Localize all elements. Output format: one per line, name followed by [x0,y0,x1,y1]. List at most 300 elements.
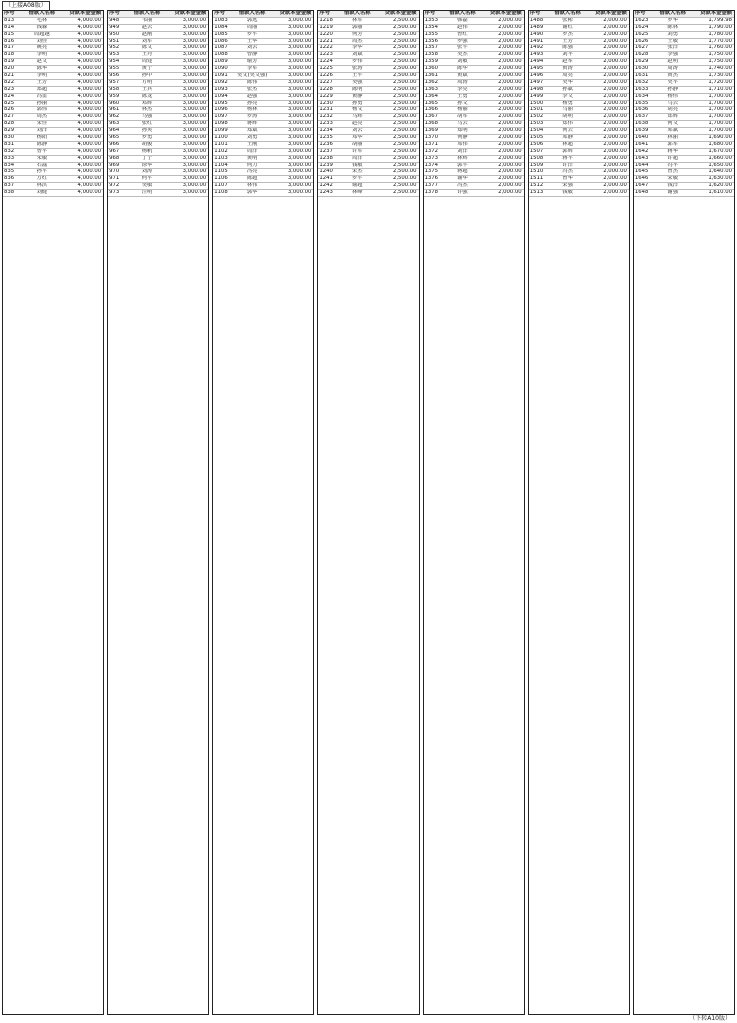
table-row [318,169,418,176]
loan-principal-cell: 3,000.00 [287,148,312,154]
loan-principal-cell: 3,000.00 [287,86,312,92]
borrower-name-cell: 林丽 [667,135,679,141]
loan-principal-cell: 3,000.00 [182,190,207,196]
borrower-name-cell: 陈华 [457,66,468,72]
loan-principal-cell: 1,730.00 [708,73,732,79]
loan-principal-cell: 1,700.00 [708,121,732,127]
borrower-name-cell: 冯杰 [457,183,468,189]
table-row [529,94,629,101]
borrower-name-cell: 郑伟 [562,121,573,127]
borrower-name-cell: 邓伟 [457,141,468,147]
borrower-name-cell: 孙亮 [246,100,258,106]
loan-principal-cell: 2,000.00 [603,128,627,134]
table-row [634,128,734,135]
loan-principal-cell: 1,690.00 [708,135,732,141]
serial-number-cell: 820 [4,66,15,72]
serial-number-cell: 1089 [214,59,228,65]
borrower-name-cell: 赵强 [246,93,258,99]
table-row [213,142,313,149]
loan-principal-cell: 2,000.00 [603,169,627,175]
loan-principal-cell: 4,000.00 [77,128,102,134]
borrower-name-cell: 李亮 [457,86,468,92]
table-row [108,87,208,94]
loan-principal-cell: 3,000.00 [182,93,207,99]
serial-number-cell: 969 [109,162,120,168]
serial-number-cell: 1625 [634,31,649,37]
loan-principal-cell: 2,000.00 [498,135,522,141]
borrower-name-cell: 周丽 [246,24,258,30]
serial-number-cell: 1373 [424,155,439,161]
loan-principal-cell: 1,700.00 [708,107,732,113]
borrower-name-cell: 朱敏 [36,155,48,161]
header-cell: 序号 [4,11,15,16]
table-row [108,121,208,128]
loan-principal-cell: 4,000.00 [77,86,102,92]
table-row [108,149,208,156]
table-row [3,39,103,46]
loan-principal-cell: 4,000.00 [77,183,102,189]
table-row [318,73,418,80]
table-row [529,52,629,59]
loan-principal-cell: 3,000.00 [287,183,312,189]
loan-principal-cell: 2,500.00 [392,86,417,92]
loan-principal-cell: 3,000.00 [287,135,312,141]
serial-number-cell: 1504 [529,128,544,134]
loan-principal-cell: 2,000.00 [603,148,627,154]
borrower-name-cell: 郑明 [457,128,468,134]
serial-number-cell: 832 [4,148,15,154]
borrower-name-cell: 王华 [246,38,258,44]
loan-principal-cell: 2,500.00 [392,59,417,65]
loan-principal-cell: 1,630.00 [708,176,732,182]
loan-principal-cell: 2,000.00 [498,79,522,85]
serial-number-cell: 1237 [319,148,333,154]
table-row [3,32,103,39]
serial-number-cell: 1377 [424,183,439,189]
borrower-name-cell: 宋强 [562,183,573,189]
loan-principal-cell: 1,680.00 [708,141,732,147]
header-cell: 借款人名称 [449,11,476,16]
loan-principal-cell: 2,000.00 [603,183,627,189]
serial-number-cell: 1102 [214,148,228,154]
borrower-name-cell: 孙文 [457,100,468,106]
serial-number-cell: 1238 [319,155,333,161]
table-row [318,94,418,101]
serial-number-cell: 1500 [529,100,544,106]
table-row [634,163,734,170]
serial-number-cell: 1240 [319,169,333,175]
borrower-name-cell: 蒋超 [457,169,468,175]
loan-principal-cell: 4,000.00 [77,17,102,23]
borrower-name-cell: 周杰 [36,114,48,120]
table-row [108,73,208,80]
loan-principal-cell: 2,000.00 [498,128,522,134]
loan-principal-cell: 2,000.00 [603,162,627,168]
serial-number-cell: 1630 [634,66,649,72]
loan-principal-cell: 3,000.00 [182,128,207,134]
table-row [3,135,103,142]
borrower-name-cell: 刘云 [246,45,258,51]
header-cell: 序号 [109,11,120,16]
table-row [213,87,313,94]
serial-number-cell: 827 [4,114,15,120]
loan-principal-cell: 2,000.00 [498,176,522,182]
loan-principal-cell: 2,000.00 [498,162,522,168]
loan-principal-cell: 3,000.00 [287,93,312,99]
serial-number-cell: 1220 [319,31,333,37]
column-header-row [529,11,629,18]
borrower-name-cell: 郑辉 [667,114,679,120]
serial-number-cell: 1367 [424,114,439,120]
serial-number-cell: 1648 [634,190,649,196]
table-row [634,169,734,176]
loan-principal-cell: 2,500.00 [392,45,417,51]
table-row [213,156,313,163]
borrower-name-cell: 邓华 [351,135,363,141]
serial-number-cell: 1091 [214,73,228,79]
loan-principal-cell: 3,000.00 [287,114,312,120]
table-row [529,163,629,170]
loan-principal-cell: 3,000.00 [182,73,207,79]
serial-number-cell: 1084 [214,24,228,30]
serial-number-cell: 1364 [424,93,439,99]
loan-principal-cell: 4,000.00 [77,114,102,120]
borrower-name-cell: 谢华 [457,176,468,182]
table-row [424,73,524,80]
serial-number-cell: 818 [4,52,15,58]
loan-principal-cell: 2,500.00 [392,52,417,58]
serial-number-cell: 1631 [634,73,649,79]
borrower-name-cell: 李军 [246,66,258,72]
table-row [634,94,734,101]
loan-principal-cell: 3,000.00 [182,141,207,147]
bottom-continuation-note: （下转A10版） [689,1015,731,1022]
table-row [213,128,313,135]
header-cell: 贷款本金金额 [69,11,102,16]
serial-number-cell: 828 [4,121,15,127]
table-row [108,107,208,114]
serial-number-cell: 1355 [424,31,439,37]
loan-principal-cell: 2,500.00 [392,107,417,113]
table-row [213,18,313,25]
borrower-name-cell: 李文 [562,93,573,99]
loan-principal-cell: 2,000.00 [498,45,522,51]
borrower-name-cell: 周洋 [351,155,363,161]
borrower-name-cell: 李明 [36,52,48,58]
loan-principal-cell: 1,670.00 [708,148,732,154]
table-row [634,66,734,73]
table-row [3,183,103,190]
table-row [108,80,208,87]
loan-principal-cell: 1,700.00 [708,114,732,120]
serial-number-cell: 837 [4,183,15,189]
loan-principal-cell: 3,000.00 [287,45,312,51]
borrower-name-cell: 王芳 [36,79,48,85]
loan-principal-cell: 2,000.00 [498,17,522,23]
loan-principal-cell: 2,000.00 [498,100,522,106]
borrower-name-cell: 何力 [246,162,258,168]
serial-number-cell: 1626 [634,38,649,44]
borrower-name-cell: 黄静 [351,93,363,99]
loan-principal-cell: 2,000.00 [603,31,627,37]
loan-principal-cell: 2,500.00 [392,190,417,196]
table-row [108,190,208,197]
table-row [108,169,208,176]
table-row [424,45,524,52]
borrower-name-cell: 林军 [351,17,363,23]
loan-principal-cell: 2,500.00 [392,169,417,175]
borrower-name-cell: 胡明 [562,114,573,120]
borrower-name-cell: 韩磊 [457,17,468,23]
borrower-name-cell: 周杰 [351,38,363,44]
table-row [213,66,313,73]
borrower-name-cell: 吴华 [562,79,573,85]
loan-principal-cell: 1,799.98 [708,17,732,23]
table-row [3,156,103,163]
table-row [318,176,418,183]
header-cell: 序号 [424,11,436,16]
loan-principal-cell: 1,750.00 [708,52,732,58]
serial-number-cell: 1494 [529,59,544,65]
loan-principal-cell: 1,790.00 [708,24,732,30]
serial-number-cell: 1495 [529,66,544,72]
borrower-name-cell: 陈文 [141,45,153,51]
table-row [424,169,524,176]
borrower-name-cell: 谢芳 [246,59,258,65]
loan-principal-cell: 4,000.00 [77,107,102,113]
serial-number-cell: 1498 [529,86,544,92]
loan-principal-cell: 2,000.00 [498,38,522,44]
borrower-name-cell: 冯雷 [36,93,48,99]
serial-number-cell: 1219 [319,24,333,30]
serial-number-cell: 1378 [424,190,439,196]
loan-principal-cell: 3,000.00 [287,169,312,175]
loan-principal-cell: 4,000.00 [77,141,102,147]
table-row [318,52,418,59]
borrower-name-cell: 许军 [351,148,363,154]
table-row [529,114,629,121]
table-row [424,59,524,66]
borrower-name-cell: 赵军 [562,59,573,65]
loan-principal-cell: 2,000.00 [603,79,627,85]
serial-number-cell: 1361 [424,73,439,79]
borrower-name-cell: 李强 [667,52,679,58]
serial-number-cell: 1225 [319,66,333,72]
borrower-name-cell: 徐华 [141,162,153,168]
table-row [213,169,313,176]
borrower-name-cell: 姚亮 [36,45,48,51]
table-row [213,59,313,66]
table-row [213,121,313,128]
table-row [318,114,418,121]
table-row [318,18,418,25]
loan-principal-cell: 2,000.00 [498,114,522,120]
loan-principal-cell: 1,720.00 [708,79,732,85]
serial-number-cell: 1627 [634,45,649,51]
loan-principal-cell: 1,610.00 [708,190,732,196]
loan-principal-cell: 2,500.00 [392,93,417,99]
loan-principal-cell: 3,000.00 [287,17,312,23]
table-row [213,149,313,156]
serial-number-cell: 1633 [634,86,649,92]
loan-principal-cell: 4,000.00 [77,169,102,175]
borrower-name-cell: 钱敏 [351,162,363,168]
table-row [3,45,103,52]
serial-number-cell: 1491 [529,38,544,44]
serial-number-cell: 1366 [424,107,439,113]
serial-number-cell: 1107 [214,183,228,189]
loan-principal-cell: 2,500.00 [392,121,417,127]
borrower-name-cell: 周涛 [457,79,468,85]
table-row [529,80,629,87]
borrower-name-cell: 何芳 [351,31,363,37]
table-row [634,73,734,80]
table-row [318,66,418,73]
loan-principal-cell: 3,000.00 [287,107,312,113]
loan-principal-cell: 4,000.00 [77,59,102,65]
loan-principal-cell: 1,660.00 [708,155,732,161]
serial-number-cell: 953 [109,52,120,58]
borrower-name-cell: 刘洋 [36,128,48,134]
borrower-name-cell: 周超越 [33,31,50,37]
borrower-name-cell: 陈龙 [141,93,153,99]
serial-number-cell: 1223 [319,52,333,58]
borrower-name-cell: 方明 [141,79,153,85]
borrower-name-cell: 何平 [141,176,153,182]
borrower-name-cell: 孙斌 [562,86,573,92]
table-row [634,114,734,121]
table-row [213,114,313,121]
loan-principal-cell: 4,000.00 [77,24,102,30]
table-row [108,128,208,135]
table-row [529,190,629,197]
serial-number-cell: 835 [4,169,15,175]
table-row [3,25,103,32]
header-cell: 贷款本金金额 [700,11,732,16]
table-row [634,18,734,25]
loan-principal-cell: 3,000.00 [182,79,207,85]
loan-principal-cell: 4,000.00 [77,148,102,154]
borrower-name-cell: 石磊 [36,162,48,168]
loan-principal-cell: 1,770.00 [708,38,732,44]
table-column [633,10,735,1015]
borrower-name-cell: 何云 [562,128,573,134]
serial-number-cell: 823 [4,86,15,92]
serial-number-cell: 1628 [634,52,649,58]
loan-principal-cell: 3,000.00 [287,24,312,30]
header-cell: 贷款本金金额 [489,11,522,16]
loan-principal-cell: 3,000.00 [287,100,312,106]
loan-principal-cell: 1,640.00 [708,169,732,175]
serial-number-cell: 1629 [634,59,649,65]
serial-number-cell: 1108 [214,190,228,196]
serial-number-cell: 826 [4,107,15,113]
loan-principal-cell: 3,000.00 [182,107,207,113]
loan-principal-cell: 3,000.00 [182,24,207,30]
serial-number-cell: 1503 [529,121,544,127]
loan-principal-cell: 2,500.00 [392,155,417,161]
loan-principal-cell: 4,000.00 [77,121,102,127]
serial-number-cell: 819 [4,59,15,65]
serial-number-cell: 1369 [424,128,439,134]
table-row [108,156,208,163]
serial-number-cell: 1623 [634,17,649,23]
table-row [318,39,418,46]
loan-principal-cell: 3,000.00 [182,162,207,168]
table-row [3,128,103,135]
loan-principal-cell: 2,000.00 [603,121,627,127]
loan-principal-cell: 3,000.00 [182,176,207,182]
table-row [318,183,418,190]
borrower-name-cell: 钱洋 [667,183,679,189]
loan-principal-cell: 4,000.00 [77,176,102,182]
loan-principal-cell: 2,000.00 [603,38,627,44]
borrower-name-cell: 宋敏 [667,176,679,182]
borrower-name-cell: 刘洋 [457,148,468,154]
borrower-name-cell: 郑超 [36,86,48,92]
borrower-name-cell: 钱森 [36,24,48,30]
table-row [108,39,208,46]
serial-number-cell: 959 [109,93,120,99]
loan-principal-cell: 3,000.00 [182,45,207,51]
serial-number-cell: 966 [109,141,120,147]
borrower-name-cell: 陈强 [562,45,573,51]
table-row [213,45,313,52]
table-row [213,135,313,142]
serial-number-cell: 831 [4,141,15,147]
table-row [634,39,734,46]
borrower-name-cell: 陈伟 [246,79,258,85]
table-row [108,183,208,190]
borrower-name-cell: 王刚 [246,141,258,147]
borrower-name-cell: 黄涛 [562,66,573,72]
borrower-name-cell: 韦丽 [141,17,153,23]
borrower-name-cell: 马云 [457,121,468,127]
borrower-name-cell: 汪明 [141,190,153,196]
borrower-name-cell: 刘军 [141,38,153,44]
loan-principal-cell: 4,000.00 [77,93,102,99]
loan-principal-cell: 3,000.00 [287,38,312,44]
serial-number-cell: 833 [4,155,15,161]
borrower-name-cell: 刘佳 [36,38,48,44]
serial-number-cell: 1100 [214,135,228,141]
column-header-row [3,11,103,18]
table-row [634,101,734,108]
borrower-name-cell: 周建 [141,59,153,65]
serial-number-cell: 834 [4,162,15,168]
serial-number-cell: 1085 [214,31,228,37]
serial-number-cell: 1496 [529,73,544,79]
table-row [213,101,313,108]
borrower-name-cell: 赵伟 [457,24,468,30]
loan-principal-cell: 4,000.00 [77,73,102,79]
table-row [108,94,208,101]
table-row [318,142,418,149]
table-row [529,121,629,128]
loan-principal-cell: 4,000.00 [77,100,102,106]
serial-number-cell: 1360 [424,66,439,72]
serial-number-cell: 963 [109,121,120,127]
header-cell: 贷款本金金额 [174,11,207,16]
loan-principal-cell: 2,000.00 [603,73,627,79]
serial-number-cell: 1243 [319,190,333,196]
borrower-name-cell: 杨阳 [36,135,48,141]
loan-principal-cell: 2,000.00 [498,86,522,92]
borrower-name-cell: 刘斌 [351,52,363,58]
loan-principal-cell: 2,000.00 [603,66,627,72]
table-row [108,163,208,170]
table-row [318,163,418,170]
